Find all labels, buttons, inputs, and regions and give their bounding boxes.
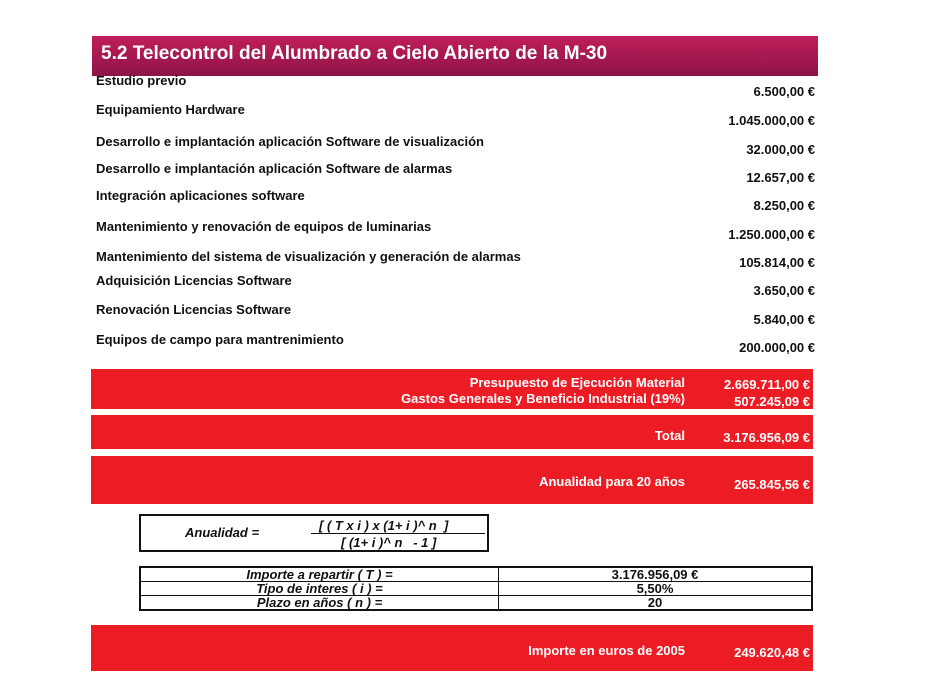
budget-item	[0, 218, 939, 248]
item-amount: 12.657,00 €	[746, 170, 815, 185]
item-amount: 3.650,00 €	[753, 283, 815, 298]
fraction-line	[311, 533, 485, 534]
budget-item	[0, 160, 939, 190]
item-label: Desarrollo e implantación aplicación Software de visualización	[96, 134, 484, 149]
budget-item	[0, 187, 939, 217]
item-amount: 5.840,00 €	[753, 312, 815, 327]
param-value: 5,50%	[499, 582, 813, 596]
budget-item	[0, 331, 939, 361]
section-title: 5.2 Telecontrol del Alumbrado a Cielo Abierto de la M-30	[101, 43, 608, 64]
overheads-value: 507.245,09 €	[734, 394, 810, 409]
annuity-label: Anualidad para 20 años	[539, 474, 685, 489]
budget-item	[0, 72, 939, 102]
table-row	[140, 596, 812, 611]
formula-label: Anualidad =	[185, 525, 260, 540]
table-row	[140, 567, 812, 582]
budget-item	[0, 101, 939, 131]
item-amount: 1.250.000,00 €	[728, 227, 815, 242]
budget-item	[0, 272, 939, 302]
euros-2005-label: Importe en euros de 2005	[528, 643, 685, 658]
item-label: Desarrollo e implantación aplicación Software de alarmas	[96, 161, 453, 176]
annuity-bar	[91, 456, 813, 504]
param-key: Importe a repartir ( T ) =	[140, 567, 499, 582]
pem-value: 2.669.711,00 €	[723, 377, 810, 392]
item-label: Mantenimiento del sistema de visualización y generación de alarmas	[96, 249, 521, 264]
item-label: Renovación Licencias Software	[96, 302, 292, 317]
budget-item	[0, 133, 939, 163]
total-value: 3.176.956,09 €	[723, 430, 810, 445]
param-key: Tipo de interes ( i ) =	[140, 582, 499, 596]
overheads-label: Gastos Generales y Beneficio Industrial (19%)	[401, 391, 685, 406]
item-amount: 8.250,00 €	[753, 198, 815, 213]
total-bar	[91, 415, 813, 449]
item-label: Integración aplicaciones software	[96, 188, 305, 203]
param-key: Plazo en años ( n ) =	[140, 596, 499, 611]
param-value: 3.176.956,09 €	[499, 567, 813, 582]
item-label: Equipamiento Hardware	[96, 102, 245, 117]
budget-item	[0, 301, 939, 331]
formula-numerator: [ ( T x i ) x (1+ i )^ n ]	[319, 518, 449, 533]
item-amount: 1.045.000,00 €	[728, 113, 815, 128]
annuity-formula	[139, 514, 489, 552]
section-title-bar	[92, 36, 818, 76]
euros-2005-bar	[91, 625, 813, 671]
pem-label: Presupuesto de Ejecución Material	[469, 375, 685, 390]
item-label: Estudio previo	[96, 73, 187, 88]
material-budget-bar	[91, 369, 813, 409]
item-amount: 32.000,00 €	[746, 142, 815, 157]
annuity-value: 265.845,56 €	[734, 477, 810, 492]
parameters-table	[139, 566, 813, 611]
total-label: Total	[654, 428, 685, 443]
param-value: 20	[499, 596, 813, 611]
item-amount: 105.814,00 €	[739, 255, 815, 270]
table-row	[140, 582, 812, 596]
euros-2005-value: 249.620,48 €	[734, 645, 810, 660]
item-amount: 6.500,00 €	[753, 84, 815, 99]
item-label: Adquisición Licencias Software	[96, 273, 292, 288]
item-amount: 200.000,00 €	[739, 340, 815, 355]
item-label: Equipos de campo para mantrenimiento	[96, 332, 344, 347]
item-label: Mantenimiento y renovación de equipos de luminarias	[96, 219, 432, 234]
formula-denominator: [ (1+ i )^ n - 1 ]	[341, 535, 437, 550]
